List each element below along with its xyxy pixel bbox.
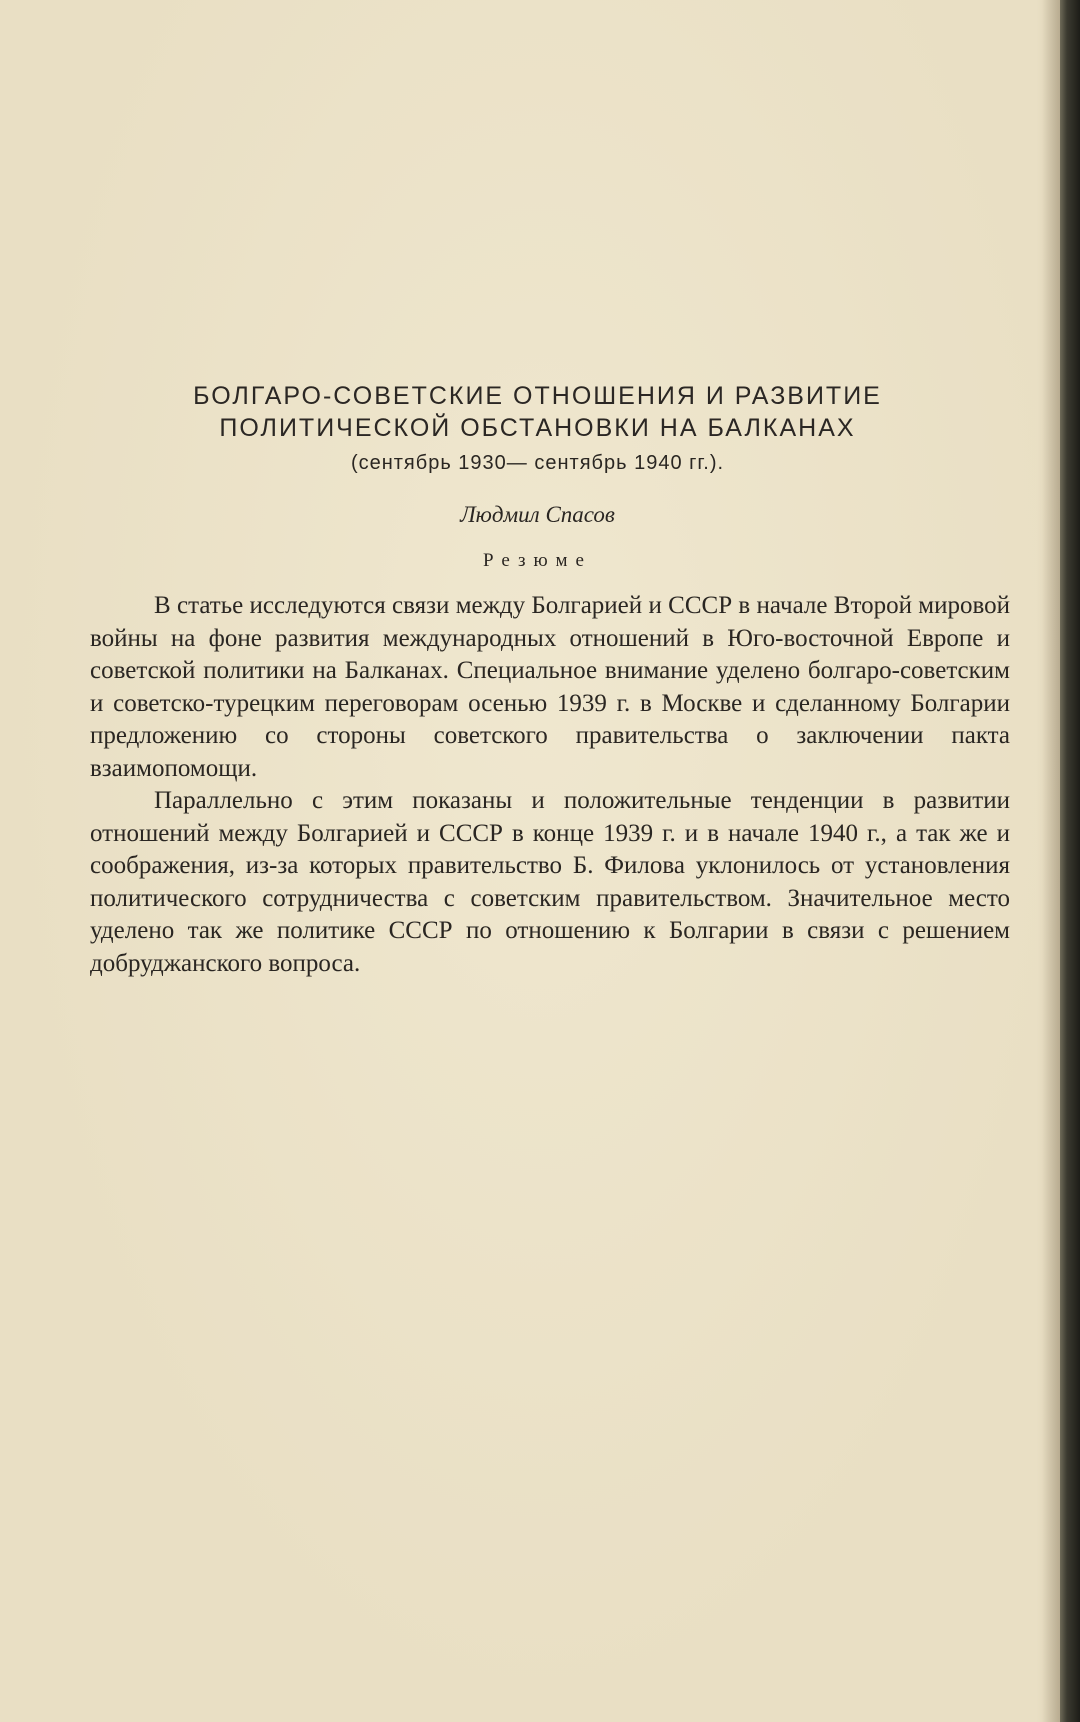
page-edge-shadow <box>1042 0 1060 1722</box>
summary-heading: Резюме <box>483 550 592 571</box>
article-title-line-1: БОЛГАРО-СОВЕТСКИЕ ОТНОШЕНИЯ И РАЗВИТИЕ <box>193 382 882 410</box>
article-dates: (сентябрь 1930— сентябрь 1940 гг.). <box>350 452 725 474</box>
article-header <box>0 380 1075 576</box>
summary-body <box>90 590 1010 980</box>
article-title-line-2: ПОЛИТИЧЕСКОЙ ОБСТАНОВКИ НА БАЛКАНАХ <box>219 414 856 442</box>
summary-paragraph-1: В статье исследуются связи между Болгарией и СССР в начале Второй мировой войны на фоне развития международных отношений в Юго-восточной Европе и советской политики на Балканах. Специальное внимание уделено болгаро-советским и советско-турецким переговорам осенью 1939 г. в Москве и сделанному Болгарии предложению со стороны советского правительства о заключении пакта взаимопомощи. <box>90 592 1010 782</box>
page-binding-edge <box>1060 0 1080 1722</box>
article-author: Людмил Спасов <box>460 502 615 527</box>
summary-paragraph-2: Параллельно с этим показаны и положительные тенденции в развитии отношений между Болгарией и СССР в конце 1939 г. и в начале 1940 г., а так же и соображения, из-за которых правительство Б. Филова уклонилось от установления политического сотрудничества с советским правительством. Значительное место уделено так же политике СССР по отношению к Болгарии в связи с решением добруджанского вопроса. <box>90 787 1010 977</box>
